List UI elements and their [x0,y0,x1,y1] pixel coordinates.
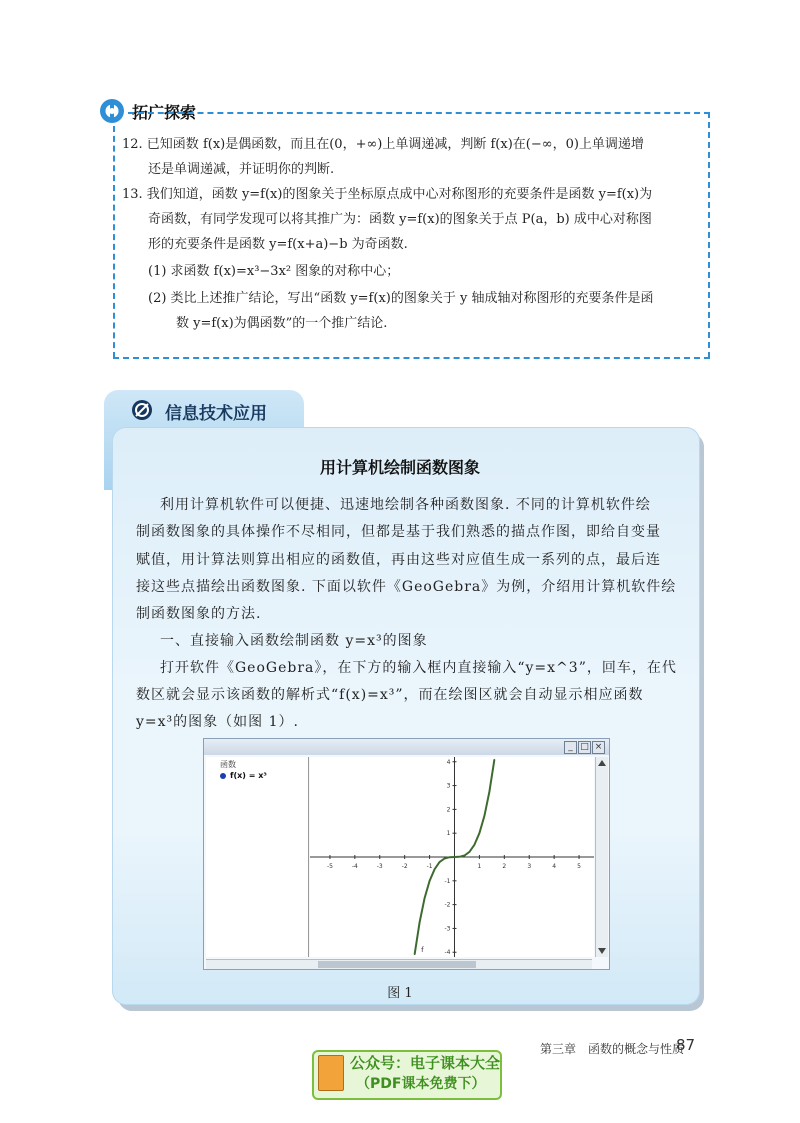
scroll-arrows-icon [596,757,608,957]
graphics-view[interactable] [310,757,594,957]
curve-point [489,791,490,792]
exercise-13-line1: 13. 我们知道，函数 y=f(x)的图象关于坐标原点成中心对称图形的充要条件是函数 y=f(x)为 [122,187,653,202]
function-dot-icon[interactable] [220,773,226,779]
page-number: 87 [676,1036,696,1054]
y-tick-label: 4 [446,758,451,766]
watermark-line-1: 公众号：电子课本大全 [350,1054,501,1072]
body-line-7: 数区就会显示该函数的解析式“f(x)=x³”，而在绘图区就会自动显示相应函数 [136,687,644,703]
horizontal-scroll-thumb[interactable] [318,961,476,968]
curve-point [439,862,440,863]
explore-section-icon [99,98,125,124]
y-tick-label: 1 [446,830,451,838]
watermark-line-2: （PDF课本免费下） [356,1076,486,1092]
close-button[interactable]: × [592,741,605,754]
x-tick-label: -3 [376,863,383,870]
exercise-12-line1: 12. 已知函数 f(x)是偶函数，而且在(0，+∞)上单调递减，判断 f(x)在(−∞，0)上单调递增 [122,137,644,152]
body-line-8: y=x³的图象（如图 1）. [136,714,299,730]
infotech-title: 用计算机绘制函数图象 [319,458,480,477]
curve-point [474,844,475,845]
body-line-2: 制函数图象的具体操作不尽相同，但都是基于我们熟悉的描点作图，即给自变量 [136,524,661,540]
dashed-border-left [113,126,115,358]
x-tick-label: 2 [502,863,507,870]
body-line-6: 打开软件《GeoGebra》，在下方的输入框内直接输入“y=x^3”，回车，在代 [160,660,677,676]
exercise-13-part1: (1) 求函数 f(x)=x³−3x² 图象的对称中心； [148,264,400,279]
curve-point [484,815,485,816]
algebra-view[interactable] [206,757,309,957]
exercise-13-part2-line2: 数 y=f(x)为偶函数”的一个推广结论. [176,316,388,331]
dashed-border-right [708,112,710,358]
book-icon [318,1055,344,1091]
y-tick-label: -3 [444,925,451,933]
curve-point [434,869,435,870]
vertical-scrollbar[interactable] [595,757,608,957]
dashed-border-top [128,112,710,114]
exercise-13-line3: 形的充要条件是函数 y=f(x+a)−b 为奇函数. [148,237,408,252]
y-tick-label: -1 [444,877,451,885]
horizontal-scrollbar[interactable] [206,959,592,969]
curve-label: f [421,946,424,954]
x-tick-label: -1 [426,863,433,870]
curve-point [459,856,460,857]
curve-point [454,856,455,857]
maximize-button[interactable]: □ [578,741,591,754]
x-tick-label: -2 [401,863,408,870]
x-tick-label: 5 [577,863,581,870]
body-line-5: 制函数图象的方法. [136,606,262,622]
y-tick-label: 3 [446,782,451,790]
minimize-button[interactable]: _ [564,741,577,754]
y-tick-label: 2 [446,806,451,814]
algebra-header: 函数 [220,760,236,769]
dashed-border-bottom [113,357,710,359]
exercise-13-part2-line1: (2) 类比上述推广结论，写出“函数 y=f(x)的图象关于 y 轴成轴对称图形的充要条件是函 [148,291,654,306]
infotech-tab-title: 信息技术应用 [165,404,267,424]
curve-point [429,880,430,881]
curve-point [444,858,445,859]
exercise-12-line2: 还是单调递减，并证明你的判断. [148,162,335,177]
section-heading-1: 一、直接输入函数绘制函数 y=x³的图象 [160,633,428,649]
algebra-function-entry[interactable]: f(x) = x³ [230,771,267,780]
x-tick-label: -4 [351,863,358,870]
curve-point [464,855,465,856]
x-tick-label: 1 [477,863,482,870]
x-tick-label: 4 [552,863,557,870]
curve-point [414,954,415,955]
curve-point [449,857,450,858]
curve-point [424,898,425,899]
curve-point [494,759,495,760]
figure-caption: 图 1 [387,986,413,1001]
infotech-icon [131,399,153,421]
curve-point [419,922,420,923]
x-tick-label: 3 [527,863,532,870]
body-line-3: 赋值，用计算法则算出相应的函数值，再由这些对应值生成一系列的点，最后连 [136,552,661,568]
y-tick-label: -2 [444,901,451,909]
curve-point [469,851,470,852]
geogebra-window [203,738,610,970]
footer-chapter: 第三章 函数的概念与性质 [540,1042,685,1056]
explore-section-title: 拓广探索 [132,103,197,122]
y-tick-label: -4 [444,949,451,957]
curve-point [479,833,480,834]
body-line-1: 利用计算机软件可以便捷、迅速地绘制各种函数图象. 不同的计算机软件绘 [160,497,651,513]
geogebra-titlebar [204,739,609,755]
x-tick-label: -5 [326,863,333,870]
body-line-4: 接这些点描绘出函数图象. 下面以软件《GeoGebra》为例，介绍用计算机软件绘 [136,579,677,595]
exercise-13-line2: 奇函数，有同学发现可以将其推广为：函数 y=f(x)的图象关于点 P(a，b) 成中心对称图 [148,212,652,227]
